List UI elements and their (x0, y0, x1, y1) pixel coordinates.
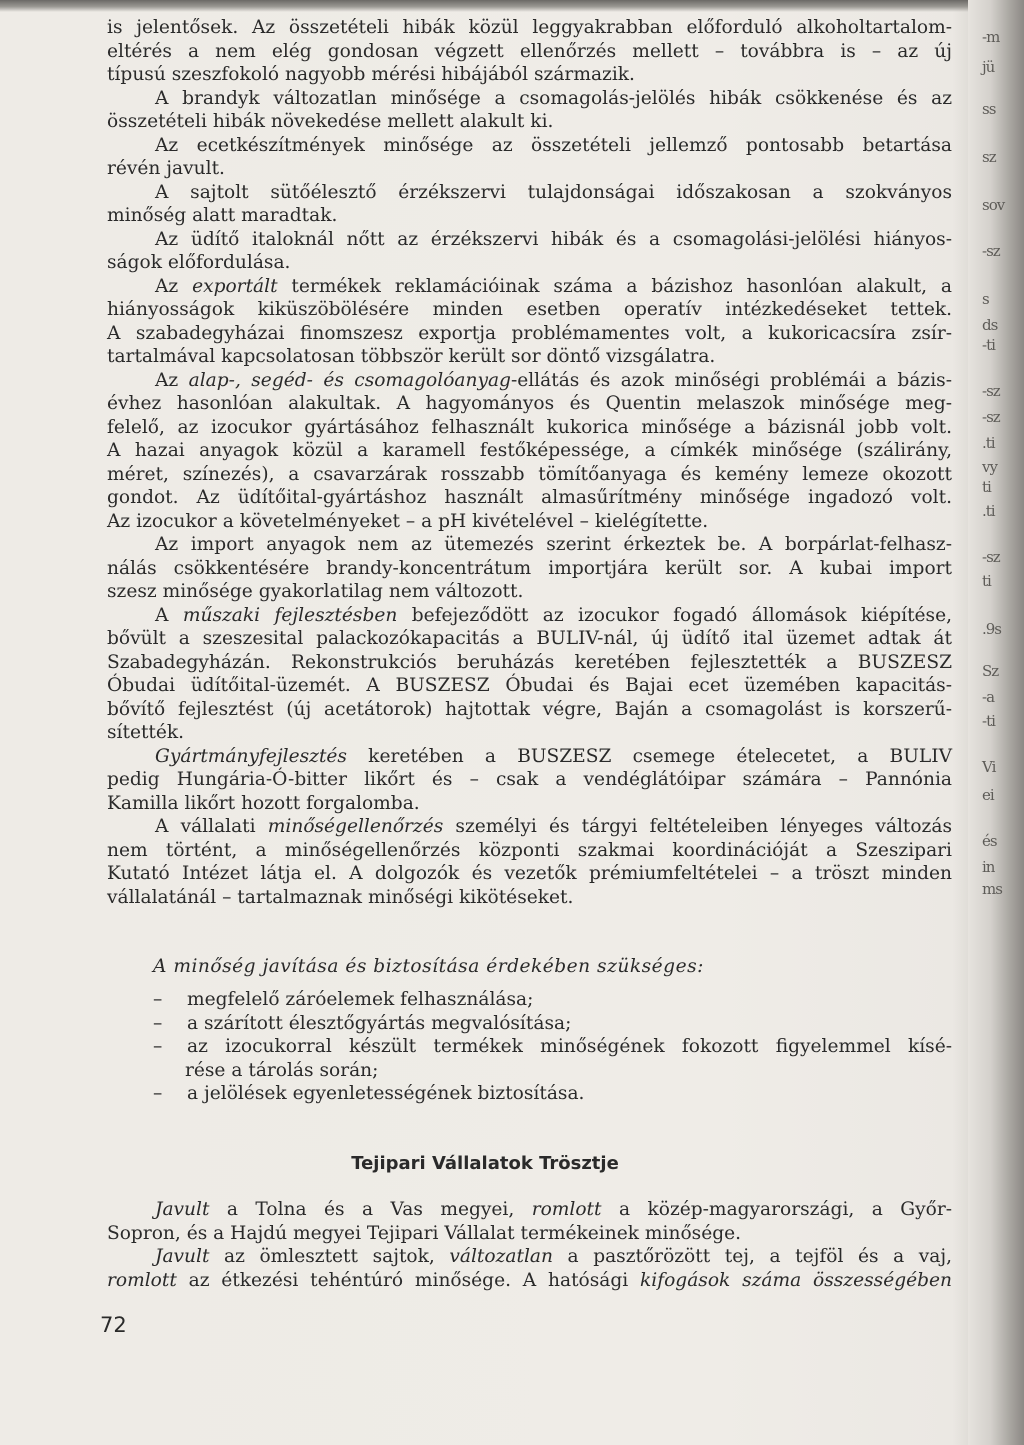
emphasis: alap-, segéd- és csomagolóanyag (188, 369, 511, 391)
text-line: sítették. (107, 722, 185, 743)
text-line: A brandyk változatlan minősége a csomagolás-jelölés hibák csökkenése és az (155, 87, 952, 109)
text-line: A hazai anyagok közül a karamell festőképessége, a címkék minősége (szálirány, (107, 440, 952, 461)
list-item: – a jelölések egyenletességének biztosítása. (153, 1083, 585, 1104)
text-line: gondot. Az üdítőital-gyártáshoz használt almasűrítmény minősége ingadozó volt. (107, 487, 952, 508)
emphasis: romlott (107, 1269, 177, 1291)
text-line: Óbudai üdítőital-üzemét. A BUSZESZ Óbudai és Bajai ecet üzemében kapacitás- (107, 675, 952, 696)
margin-fragment: sz (982, 148, 996, 166)
text-line: tartalmával kapcsolatosan többször került sor döntő vizsgálatra. (107, 346, 716, 367)
text-line: felelő, az izocukor gyártásához felhasznált kukorica minősége a bázisnál jobb volt. (107, 416, 952, 438)
margin-fragment: ms (982, 880, 1002, 898)
text-line: ságok előfordulása. (107, 252, 291, 273)
text-line: Az import anyagok nem az ütemezés szerint érkeztek be. A borpárlat-felhasz- (155, 534, 952, 555)
page-number: 72 (100, 1313, 127, 1337)
body-text (107, 16, 952, 909)
margin-fragment: vy (982, 458, 997, 476)
text-line: Az üdítő italoknál nőtt az érzékszervi hibák és a csomagolási-jelölési hiányos- (155, 228, 952, 250)
text-line: bővítő fejlesztést (új acetátorok) hajtottak végre, Baján a csomagolást is korszerű- (107, 698, 952, 720)
emphasis: romlott (531, 1199, 602, 1220)
section-heading: Tejipari Vállalatok Trösztje (351, 1153, 619, 1174)
adjacent-page-strip (968, 0, 1024, 1445)
margin-fragment: -sz (982, 408, 1000, 426)
text-line: is jelentősek. Az összetételi hibák közül leggyakrabban előforduló alkoholtartalom- (107, 17, 952, 38)
text-line: Szabadegyházán. Rekonstrukciós beruházás keretében fejlesztették a BUSZESZ (107, 651, 952, 673)
text-line: Az alap-, segéd- és csomagolóanyag-ellátás és azok minőségi problémái a bázis- (155, 369, 952, 391)
list-item-continuation: rése a tárolás során; (185, 1059, 379, 1081)
emphasis: exportált (192, 275, 278, 297)
text-line: hiányosságok kiküszöbölésére minden esetben operatív intézkedéseket tettek. (107, 299, 952, 320)
text-line: típusú szeszfokoló nagyobb mérési hibájából származik. (107, 64, 635, 85)
text-line: Az exportált termékek reklamációinak száma a bázishoz hasonlóan alakult, a (155, 275, 952, 297)
margin-fragment: és (982, 832, 997, 850)
text-line: Javult a Tolna és a Vas megyei, romlott a közép-magyarországi, a Győr- (155, 1199, 952, 1220)
emphasis: Javult (155, 1246, 210, 1267)
text-line: Sopron, és a Hajdú megyei Tejipari Vállalat termékeinek minősége. (107, 1222, 742, 1244)
margin-fragment: -sz (982, 242, 1000, 260)
margin-fragment: .ti (982, 434, 995, 452)
text-line: Javult az ömlesztett sajtok, változatlan a pasztőrözött tej, a tejföl és a vaj, (155, 1246, 953, 1267)
text-line: Az izocukor a követelményeket – a pH kivételével – kielégítette. (107, 510, 709, 532)
emphasis: minőségellenőrzés (267, 816, 444, 837)
margin-fragment: -sz (982, 382, 1000, 400)
margin-fragment: Sz (982, 662, 999, 680)
list-item: – az izocukorral készült termékek minőségének fokozott figyelemmel kísé- (153, 1036, 952, 1057)
bullet-list (107, 988, 952, 1106)
margin-fragment: .ti (982, 502, 995, 520)
text-line: évhez hasonlóan alakultak. A hagyományos és Quentin melaszok minősége meg- (107, 393, 952, 414)
text-line: minőség alatt maradtak. (107, 205, 338, 226)
text-line: romlott az étkezési tehéntúró minősége. A hatósági kifogások száma összességében (107, 1269, 952, 1291)
margin-fragment: -m (982, 28, 1000, 46)
emphasis: Javult (155, 1199, 210, 1220)
body-text-tej (107, 1198, 952, 1292)
text-line: bővült a szeszesital palackozókapacitás a BULIV-nál, új üdítő ital üzemet adtak át (107, 628, 952, 649)
emphasis: változatlan (449, 1246, 553, 1267)
text-line: A műszaki fejlesztésben befejeződött az izocukor fogadó állomások kiépítése, (155, 604, 952, 626)
margin-fragment: ei (982, 786, 994, 804)
text-line: szesz minősége gyakorlatilag nem változott. (107, 581, 524, 602)
text-line: Az ecetkészítmények minősége az összetételi jellemző pontosabb betartása (155, 134, 952, 156)
margin-fragment: ds (982, 316, 998, 334)
list-item: – a szárított élesztőgyártás megvalósítása; (153, 1012, 572, 1034)
margin-fragment: .9s (982, 620, 1002, 638)
margin-fragment: ti (982, 478, 991, 496)
margin-fragment: -ti (982, 336, 995, 354)
text-line: Kamilla likőrt hozott forgalomba. (107, 792, 420, 814)
text-line: Kutató Intézet látja el. A dolgozók és vezetők prémiumfeltételei – a tröszt minden (107, 863, 952, 884)
text-line: nálás csökkentésére brandy-koncentrátum importjára került sor. A kubai import (107, 557, 952, 579)
text-line: vállalatánál – tartalmaznak minőségi kikötéseket. (107, 886, 574, 908)
margin-fragment: ti (982, 572, 991, 590)
text-line: révén javult. (107, 158, 225, 179)
margin-fragment: -sz (982, 548, 1000, 566)
text-line: A szabadegyházai finomszesz exportja problémamentes volt, a kukoricacsíra zsír- (107, 322, 952, 344)
text-line: A sajtolt sütőélesztő érzékszervi tulajdonságai időszakosan a szokványos (155, 181, 952, 203)
emphasis: műszaki fejlesztésben (182, 604, 398, 626)
text-line: méret, színezés), a csavarzárak rosszabb tömítőanyaga és kemény lemeze okozott (107, 463, 952, 485)
text-line: eltérés a nem elég gondosan végzett ellenőrzés mellett – továbbra is – az új (107, 40, 952, 62)
margin-fragment: s (982, 290, 989, 308)
margin-fragment: Vi (982, 758, 996, 776)
text-line: összetételi hibák növekedése mellett alakult ki. (107, 111, 554, 132)
margin-fragment: -ti (982, 712, 995, 730)
text-line: pedig Hungária-Ó-bitter likőrt és – csak a vendéglátóipar számára – Pannónia (107, 769, 952, 790)
emphasis: kifogások száma összességében (640, 1269, 952, 1291)
margin-fragment: jü (982, 58, 995, 76)
page-top-edge-shadow (0, 0, 980, 12)
section-title: A minőség javítása és biztosítása érdekében szükséges: (153, 956, 704, 977)
emphasis: Gyártmányfejlesztés (155, 745, 347, 767)
text-line: Gyártmányfejlesztés keretében a BUSZESZ csemege ételecetet, a BULIV (155, 745, 952, 767)
text-line: nem történt, a minőségellenőrzés központi szakmai koordinációját a Szeszipari (107, 839, 952, 861)
text-line: A vállalati minőségellenőrzés személyi és tárgyi feltételeiben lényeges változás (155, 816, 952, 837)
margin-fragment: in (982, 858, 995, 876)
margin-fragment: sov (982, 196, 1005, 214)
list-item: – megfelelő záróelemek felhasználása; (153, 989, 534, 1010)
margin-fragment: ss (982, 100, 996, 118)
margin-fragment: -a (982, 688, 995, 706)
